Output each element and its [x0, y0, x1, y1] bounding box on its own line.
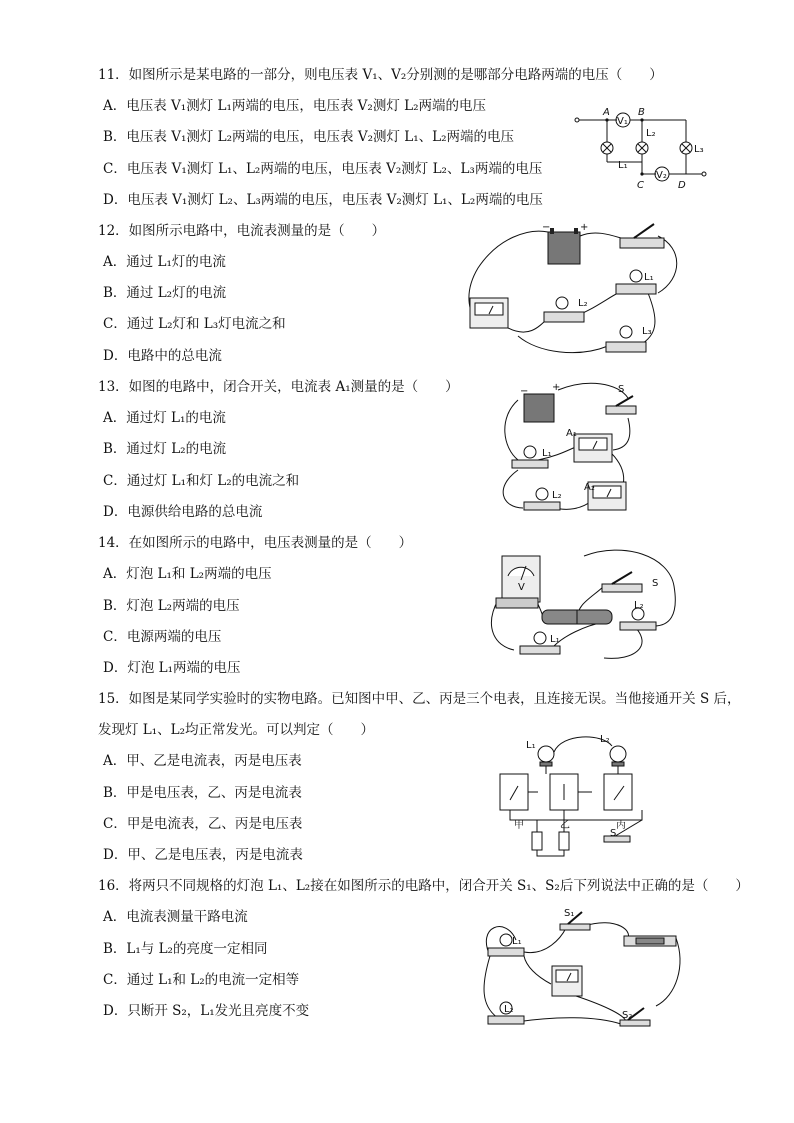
svg-text:甲: 甲	[514, 820, 524, 831]
svg-text:乙: 乙	[560, 820, 570, 831]
figure-12-circuit-photo	[458, 218, 688, 360]
svg-text:L₂: L₂	[578, 298, 588, 309]
figure-14-circuit-photo	[484, 546, 684, 670]
figure-16-circuit-photo	[476, 906, 688, 1034]
question-12-option-d: D．电路中的总电流	[103, 348, 222, 364]
svg-text:L₂: L₂	[504, 1004, 514, 1015]
svg-text:L₁: L₁	[644, 272, 654, 283]
question-11-option-c: C．电压表 V₁测灯 L₁、L₂两端的电压，电压表 V₂测灯 L₂、L₃两端的电压	[103, 161, 543, 177]
figure-13-circuit-photo	[488, 378, 638, 524]
question-12-stem: 12．如图所示电路中，电流表测量的是（ ）	[98, 223, 386, 239]
question-15-option-a: A．甲、乙是电流表，丙是电压表	[103, 753, 302, 769]
question-15-stem: 15．如图是某同学实验时的实物电路。已知图中甲、乙、丙是三个电表，且连接无误。当他接通开关 S 后，	[98, 691, 741, 707]
question-16-option-b: B．L₁与 L₂的亮度一定相同	[103, 941, 268, 957]
svg-text:+: +	[580, 222, 589, 233]
svg-text:A₂: A₂	[584, 482, 595, 493]
question-14-option-a: A．灯泡 L₁和 L₂两端的电压	[103, 566, 272, 582]
question-14-option-d: D．灯泡 L₁两端的电压	[103, 660, 241, 676]
svg-text:A₁: A₁	[566, 428, 577, 439]
svg-text:L₁: L₁	[542, 448, 552, 459]
svg-text:C: C	[637, 180, 644, 190]
question-14-option-b: B．灯泡 L₂两端的电压	[103, 598, 240, 614]
svg-text:L₁: L₁	[550, 634, 560, 645]
question-12-option-c: C．通过 L₂灯和 L₃灯电流之和	[103, 316, 286, 332]
svg-text:L₂: L₂	[552, 490, 562, 501]
question-13-option-b: B．通过灯 L₂的电流	[103, 441, 227, 457]
question-13-stem: 13．如图的电路中，闭合开关，电流表 A₁测量的是（ ）	[98, 379, 459, 395]
question-13-option-a: A．通过灯 L₁的电流	[103, 410, 226, 426]
question-12-option-b: B．通过 L₂灯的电流	[103, 285, 227, 301]
svg-text:L₂: L₂	[600, 734, 610, 745]
question-13-option-d: D．电源供给电路的总电流	[103, 504, 263, 520]
question-15-option-d: D．甲、乙是电压表，丙是电流表	[103, 847, 303, 863]
question-11-stem: 11．如图所示是某电路的一部分，则电压表 V₁、V₂分别测的是哪部分电路两端的电压（ ）	[98, 67, 663, 83]
svg-text:S: S	[652, 578, 659, 589]
question-11-option-b: B．电压表 V₁测灯 L₂两端的电压，电压表 V₂测灯 L₁、L₂两端的电压	[103, 129, 515, 145]
figure-11-circuit-diagram	[572, 104, 712, 190]
figure-15-circuit-photo	[492, 728, 652, 860]
svg-text:丙: 丙	[616, 820, 626, 831]
svg-text:A: A	[603, 107, 610, 118]
svg-text:L₃: L₃	[694, 144, 704, 155]
question-15-option-b: B．甲是电压表，乙、丙是电流表	[103, 785, 302, 801]
svg-text:L₂: L₂	[634, 600, 644, 611]
svg-text:S₂: S₂	[622, 1010, 633, 1021]
svg-text:B: B	[638, 107, 645, 118]
svg-text:L₁: L₁	[526, 740, 536, 751]
question-16-option-a: A．电流表测量干路电流	[103, 909, 248, 925]
svg-text:L₂: L₂	[646, 128, 656, 139]
question-11-option-a: A．电压表 V₁测灯 L₁两端的电压，电压表 V₂测灯 L₂两端的电压	[103, 98, 486, 114]
svg-text:L₁: L₁	[512, 936, 522, 947]
question-15-stem-continued: 发现灯 L₁、L₂均正常发光。可以判定（ ）	[98, 722, 375, 738]
svg-text:V: V	[518, 582, 525, 593]
svg-text:−: −	[542, 222, 551, 233]
question-14-stem: 14．在如图所示的电路中，电压表测量的是（ ）	[98, 535, 413, 551]
svg-text:L₃: L₃	[642, 326, 652, 337]
svg-text:V₁: V₁	[617, 116, 628, 127]
question-16-option-d: D．只断开 S₂，L₁发光且亮度不变	[103, 1003, 310, 1019]
question-11-option-d: D．电压表 V₁测灯 L₂、L₃两端的电压，电压表 V₂测灯 L₁、L₂两端的电压	[103, 192, 543, 208]
question-16-option-c: C．通过 L₁和 L₂的电流一定相等	[103, 972, 300, 988]
question-16-stem: 16．将两只不同规格的灯泡 L₁、L₂接在如图所示的电路中，闭合开关 S₁、S₂后下列说法中正确的是（ ）	[98, 878, 749, 894]
question-13-option-c: C．通过灯 L₁和灯 L₂的电流之和	[103, 473, 300, 489]
svg-text:V₂: V₂	[656, 170, 667, 181]
question-12-option-a: A．通过 L₁灯的电流	[103, 254, 226, 270]
svg-text:+: +	[552, 382, 561, 393]
svg-text:S: S	[610, 828, 617, 839]
question-14-option-c: C．电源两端的电压	[103, 629, 222, 645]
svg-text:−: −	[520, 386, 529, 397]
svg-text:L₁: L₁	[618, 160, 628, 171]
svg-text:S₁: S₁	[564, 908, 575, 919]
svg-text:S: S	[618, 384, 625, 395]
question-15-option-c: C．甲是电流表，乙、丙是电压表	[103, 816, 303, 832]
svg-text:D: D	[678, 180, 686, 190]
